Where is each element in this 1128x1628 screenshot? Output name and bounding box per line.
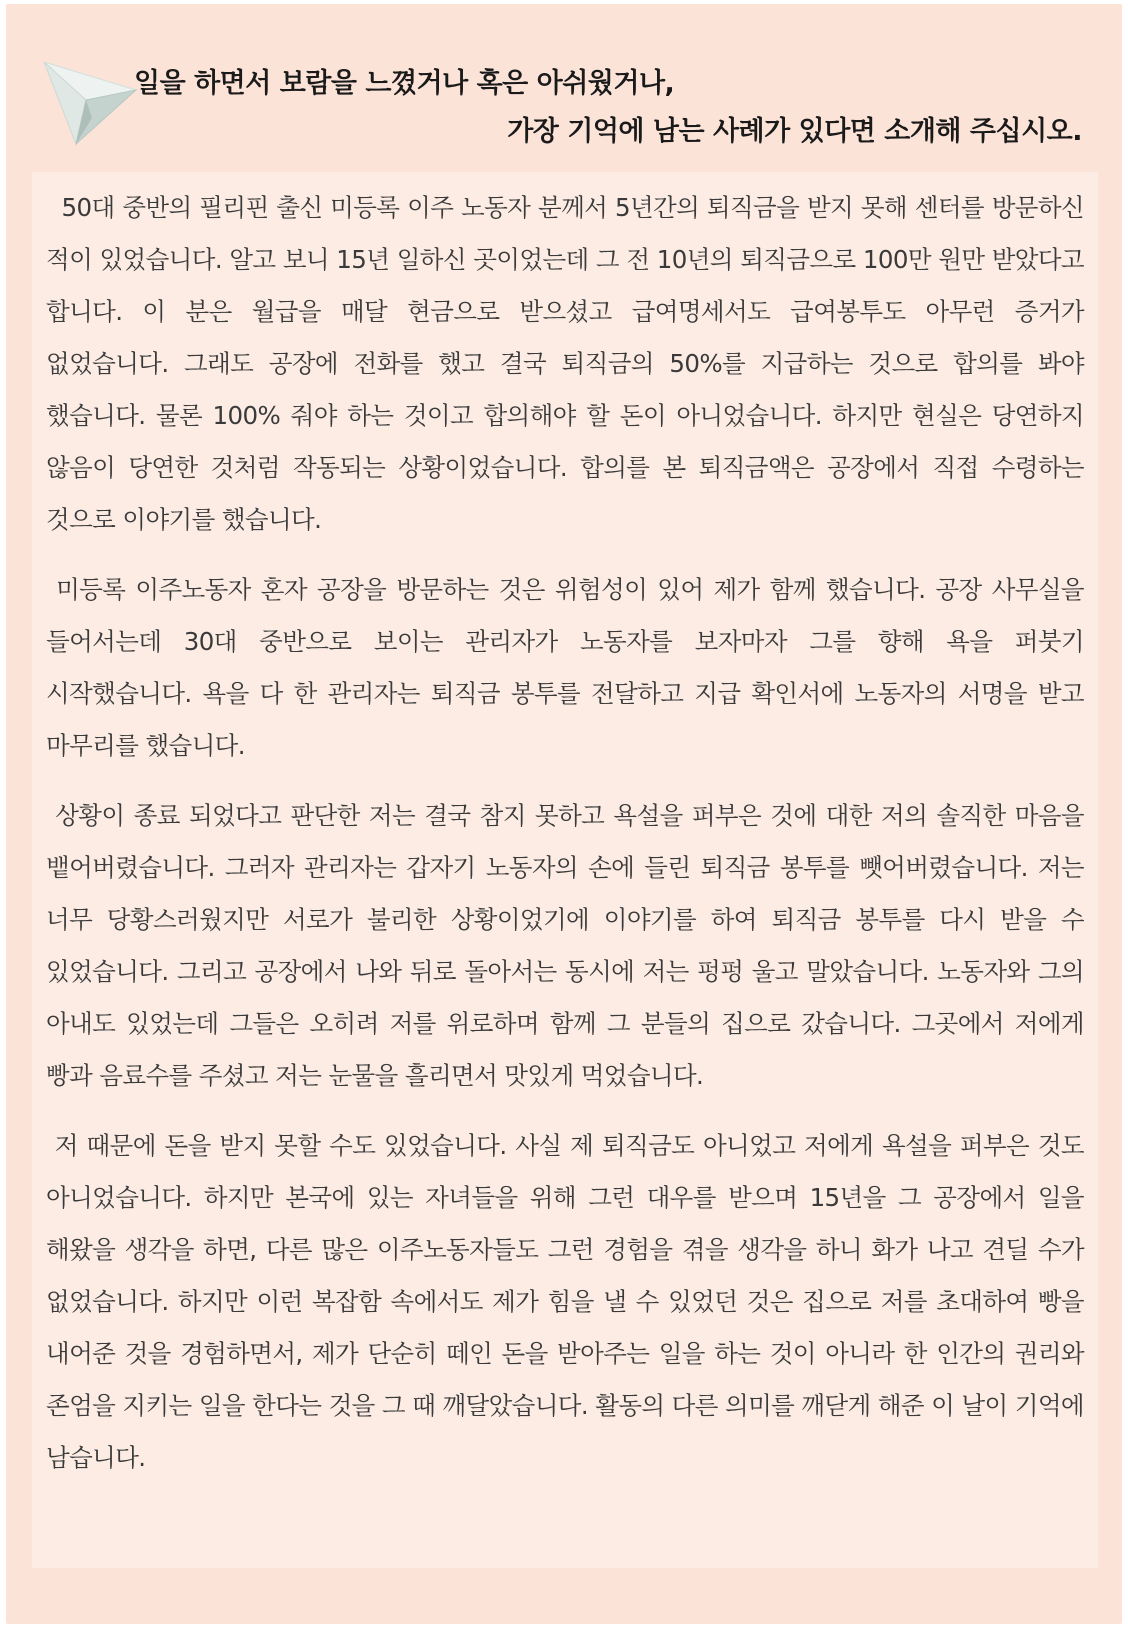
question-line-1: 일을 하면서 보람을 느꼈거나 혹은 아쉬웠거나, xyxy=(134,68,675,99)
answer-paragraph-2: 미등록 이주노동자 혼자 공장을 방문하는 것은 위험성이 있어 제가 함께 했습니다. 공장 사무실을 들어서는데 30대 중반으로 보이는 관리자가 노동자를 보자마자 그를 향해 욕을 퍼붓기 시작했습니다. 욕을 다 한 관리자는 퇴직금 봉투를 전달하고 지급 확인서에 노동자의 서명을 받고 마무리를 했습니다. xyxy=(46,575,1092,760)
answer-paragraph-1: 50대 중반의 필리핀 출신 미등록 이주 노동자 분께서 5년간의 퇴직금을 받지 못해 센터를 방문하신 적이 있었습니다. 알고 보니 15년 일하신 곳이었는데 그 전 10년의 퇴직금으로 100만 원만 받았다고 합니다. 이 분은 월급을 매달 현금으로 받으셨고 급여명세서도 급여봉투도 아무런 증거가 없었습니다. 그래도 공장에 전화를 했고 결국 퇴직금의 50%를 지급하는 것으로 합의를 봐야 했습니다. 물론 100% 줘야 하는 것이고 합의해야 할 돈이 아니었습니다. 하지만 현실은 당연하지 않음이 당연한 것처럼 작동되는 상황이었습니다. 합의를 본 퇴직금액은 공장에서 직접 수령하는 것으로 이야기를 했습니다. xyxy=(46,193,1092,534)
answer-box xyxy=(32,172,1098,1568)
question-heading xyxy=(126,60,1082,156)
paper-plane-icon xyxy=(42,56,138,150)
question-line-2: 가장 기억에 남는 사례가 있다면 소개해 주십시오. xyxy=(507,116,1082,147)
answer-paragraph-4: 저 때문에 돈을 받지 못할 수도 있었습니다. 사실 제 퇴직금도 아니었고 저에게 욕설을 퍼부은 것도 아니었습니다. 하지만 본국에 있는 자녀들을 위해 그런 대우를 받으며 15년을 그 공장에서 일을 해왔을 생각을 하면, 다른 많은 이주노동자들도 그런 경험을 겪을 생각을 하니 화가 나고 견딜 수가 없었습니다. 하지만 이런 복잡함 속에서도 제가 힘을 낼 수 있었던 것은 집으로 저를 초대하여 빵을 내어준 것을 경험하면서, 제가 단순히 떼인 돈을 받아주는 일을 하는 것이 아니라 한 인간의 권리와 존엄을 지키는 일을 한다는 것을 그 때 깨달았습니다. 활동의 다른 의미를 깨닫게 해준 이 날이 기억에 남습니다. xyxy=(46,1131,1092,1472)
answer-paragraph-3: 상황이 종료 되었다고 판단한 저는 결국 참지 못하고 욕설을 퍼부은 것에 대한 저의 솔직한 마음을 뱉어버렸습니다. 그러자 관리자는 갑자기 노동자의 손에 들린 퇴직금 봉투를 뺏어버렸습니다. 저는 너무 당황스러웠지만 서로가 불리한 상황이었기에 이야기를 하여 퇴직금 봉투를 다시 받을 수 있었습니다. 그리고 공장에서 나와 뒤로 돌아서는 동시에 저는 펑펑 울고 말았습니다. 노동자와 그의 아내도 있었는데 그들은 오히려 저를 위로하며 함께 그 분들의 집으로 갔습니다. 그곳에서 저에게 빵과 음료수를 주셨고 저는 눈물을 흘리면서 맛있게 먹었습니다. xyxy=(46,801,1092,1090)
